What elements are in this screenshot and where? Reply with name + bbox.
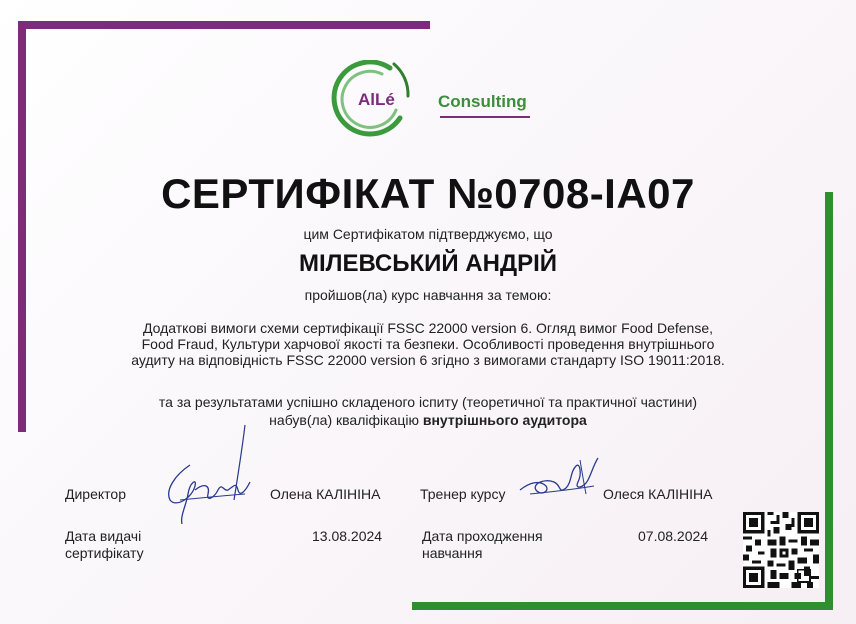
training-date-label-line: навчання	[422, 545, 483, 561]
course-description	[120, 320, 736, 368]
course-line: Food Fraud, Культури харчової якості та безпеки. Особливості проведення внутрішнього	[141, 336, 715, 352]
director-name: Олена КАЛІНІНА	[270, 486, 381, 502]
company-logo	[330, 60, 540, 140]
recipient-name: МІЛЕВСЬКИЙ АНДРІЙ	[298, 250, 557, 277]
director-label: Директор	[65, 486, 126, 502]
trainer-signature	[510, 452, 610, 512]
qualification-prefix: набув(ла) кваліфікацію	[269, 412, 423, 428]
frame-bottom-border	[412, 602, 833, 610]
training-date-label	[422, 528, 543, 562]
qr-code-icon	[743, 512, 819, 588]
exam-text: та за результатами успішно складеного іспиту (теоретичної та практичної частини)	[158, 394, 698, 410]
certificate-title: СЕРТИФІКАТ №0708-IA07	[161, 170, 695, 217]
course-intro: пройшов(ла) курс навчання за темою:	[304, 287, 552, 303]
training-date-label-line: Дата проходження	[422, 528, 543, 544]
issue-date-label-line: сертифікату	[65, 545, 144, 561]
issue-date-label-line: Дата видачі	[65, 528, 142, 544]
trainer-label: Тренер курсу	[420, 486, 506, 502]
qualification-line	[0, 412, 856, 428]
qualification-value: внутрішнього аудитора	[422, 412, 587, 428]
frame-top-border	[18, 21, 430, 29]
director-signature	[150, 420, 265, 540]
logo-underline	[440, 116, 530, 118]
issue-date-label	[65, 528, 144, 562]
training-date-value: 07.08.2024	[638, 528, 709, 544]
issue-date-value: 13.08.2024	[312, 528, 383, 544]
trainer-name: Олеся КАЛІНІНА	[603, 486, 713, 502]
confirm-text: цим Сертифікатом підтверджуємо, що	[303, 226, 553, 242]
logo-tagline-text: Consulting	[438, 92, 527, 111]
course-line: Додаткові вимоги схеми сертифікації FSSC 22000 version 6. Огляд вимог Food Defense,	[142, 320, 713, 336]
logo-brand-text: AlLé	[358, 90, 395, 109]
course-line: аудиту на відповідність FSSC 22000 version 6 згідно з вимогами стандарту ISO 19011:2018.	[131, 352, 725, 368]
